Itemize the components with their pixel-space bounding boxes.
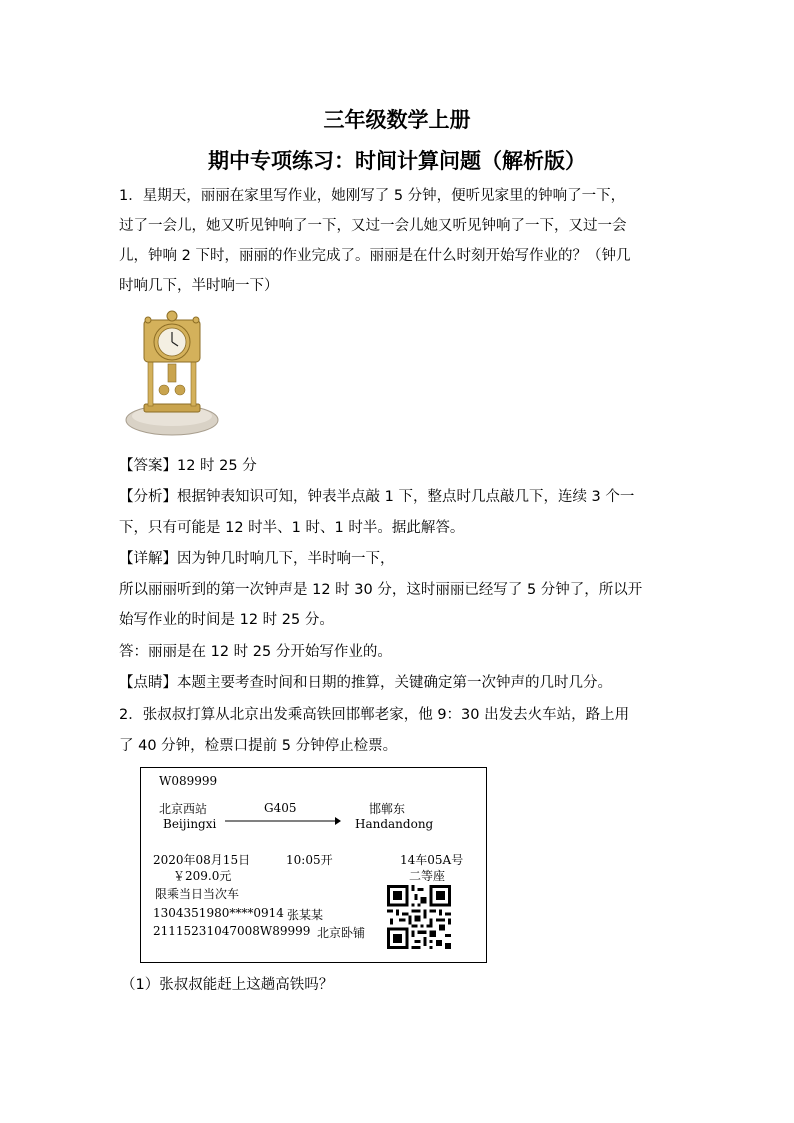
q1-line: 儿，钟响 2 下时，丽丽的作业完成了。丽丽是在什么时刻开始写作业的？（钟几 <box>119 248 631 264</box>
q1-answer: 【答案】12 时 25 分 <box>119 458 257 474</box>
ticket-code: 21115231047008W89999 <box>153 924 311 938</box>
ticket-class: 二等座 <box>409 869 446 883</box>
ticket-from-station: 北京西站 <box>159 802 208 816</box>
ticket-train-number: G405 <box>264 801 297 815</box>
ticket-note: 限乘当日当次车 <box>155 887 240 901</box>
ticket-departure-time: 10:05开 <box>286 853 333 867</box>
ticket-serial: W089999 <box>159 774 218 788</box>
ticket-date: 2020年08月15日 <box>153 853 251 867</box>
mantel-clock-image <box>124 308 220 438</box>
ticket-office: 北京卧铺 <box>317 926 366 940</box>
ticket-to-pinyin: Handandong <box>355 817 434 831</box>
q1-detail-line: 始写作业的时间是 12 时 25 分。 <box>119 612 334 628</box>
q2-line: 2．张叔叔打算从北京出发乘高铁回邯郸老家，他 9：30 出发去火车站，路上用 <box>119 707 630 723</box>
q1-comment: 【点睛】本题主要考查时间和日期的推算，关键确定第一次钟声的几时几分。 <box>119 675 612 691</box>
ticket-id-number: 1304351980****0914 <box>153 906 284 920</box>
q1-line: 过了一会儿，她又听见钟响了一下，又过一会儿她又听见钟响了一下，又过一会 <box>119 218 627 234</box>
ticket-price: ￥209.0元 <box>173 869 232 883</box>
q1-line: 时响几下，半时响一下） <box>119 278 279 294</box>
q1-detail-line: 所以丽丽听到的第一次钟声是 12 时 30 分，这时丽丽已经写了 5 分钟了，所以开 <box>119 582 643 598</box>
ticket-seat: 14车05A号 <box>400 853 464 867</box>
q1-detail-line: 【详解】因为钟几时响几下，半时响一下， <box>119 551 395 567</box>
q2-line: 了 40 分钟，检票口提前 5 分钟停止检票。 <box>119 738 398 754</box>
page-title: 三年级数学上册 <box>323 108 471 132</box>
ticket-passenger-name: 张某某 <box>287 908 324 922</box>
ticket-to-station: 邯郸东 <box>369 802 406 816</box>
q1-analysis-line: 下，只有可能是 12 时半、1 时、1 时半。据此解答。 <box>119 520 465 536</box>
ticket-from-pinyin: Beijingxi <box>163 817 217 831</box>
q2-sub-question-1: （1）张叔叔能赶上这趟高铁吗？ <box>121 977 334 993</box>
train-ticket <box>140 767 487 963</box>
qr-code-icon <box>387 885 451 949</box>
q1-line: 1．星期天，丽丽在家里写作业，她刚写了 5 分钟，便听见家里的钟响了一下， <box>119 188 626 204</box>
arrow-right-icon <box>225 816 341 826</box>
q1-analysis-line: 【分析】根据钟表知识可知，钟表半点敲 1 下，整点时几点敲几下，连续 3 个一 <box>119 489 635 505</box>
q1-detail-line: 答：丽丽是在 12 时 25 分开始写作业的。 <box>119 644 392 660</box>
page-subtitle: 期中专项练习：时间计算问题（解析版） <box>208 149 586 173</box>
